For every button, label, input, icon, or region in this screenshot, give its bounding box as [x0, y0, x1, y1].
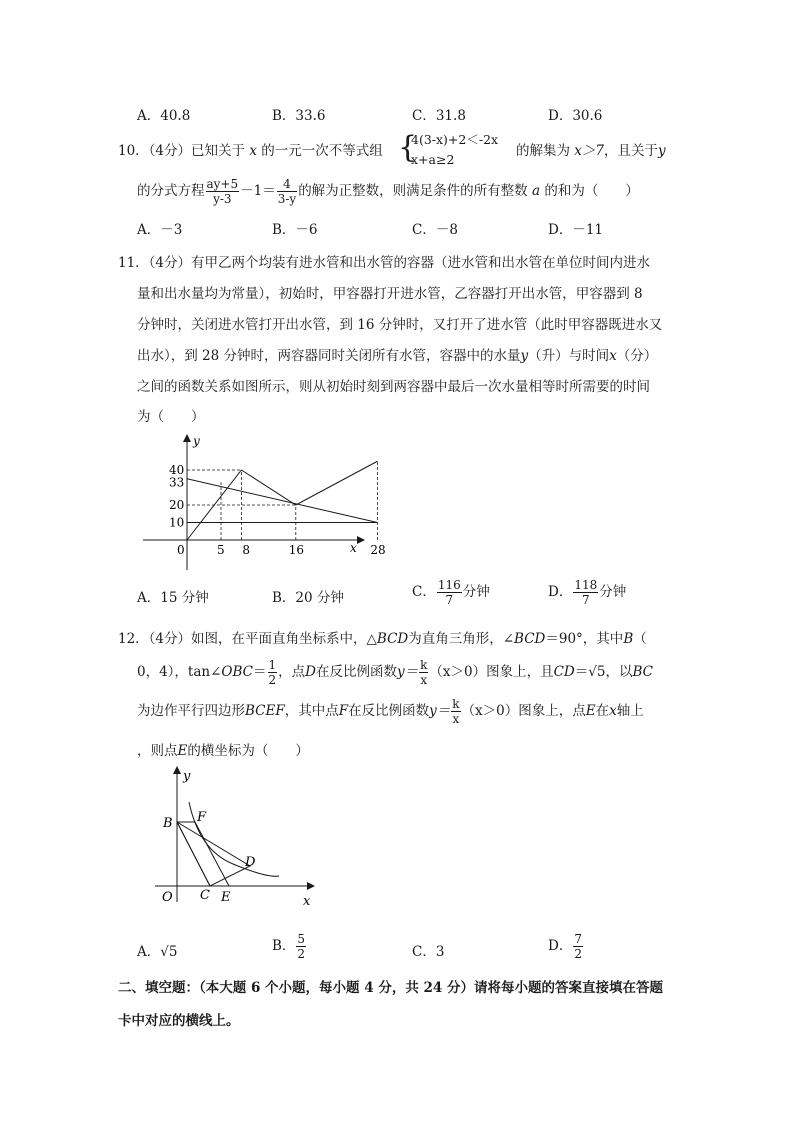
q10-line1-end: 的解集为 x＞7，且关于y — [516, 143, 666, 159]
q12-line2: 0，4），tan∠OBC＝ $\frac{1}{2}$ ，点D在反比例函数y＝ $\frac{k}{x}$ （x＞0）图象上，且CD＝√5，以BC — [137, 658, 653, 687]
q12-line1: 12．（4分）如图，在平面直角坐标系中，△BCD为直角三角形，∠BCD＝90°，其中B（ — [118, 631, 647, 647]
q12-line4: ，则点E的横坐标为（ ） — [137, 743, 309, 759]
q11-x-tick-label: 16 — [288, 543, 305, 557]
q11-option-d: D． $\frac{118}{7}$ 分钟 — [548, 578, 627, 607]
q11-x-tick-label: 28 — [370, 543, 386, 557]
q10-brace: { — [398, 130, 418, 165]
q11-line3: 分钟时，关闭进水管打开出水管，到 16 分钟时，又打开了进水管（此时甲容器既进水又 — [137, 317, 663, 333]
q10-frac1: $\frac{ay+5}{y-3}$ — [206, 177, 239, 206]
q11-x-axis-label: x — [350, 541, 357, 555]
q10-line2: 的分式方程 $\frac{ay+5}{y-3}$ －1＝ $\frac{4}{3-y}$ 的解为正整数，则满足条件的所有整数 a 的和为（ ） — [137, 177, 639, 206]
q10-option-a: A．－3 — [137, 222, 183, 238]
q9-option-b: B．33.6 — [272, 108, 326, 124]
q12-option-d: D． $\frac{7}{2}$ — [548, 932, 582, 961]
q11-option-b: B．20 分钟 — [272, 590, 344, 606]
q10-ineq2: x+a≥2 — [411, 152, 455, 167]
q10-option-c: C．－8 — [412, 222, 458, 238]
q12-label-y: y — [183, 769, 191, 784]
q12-label-c: C — [200, 888, 210, 903]
q11-y-tick-label: 33 — [169, 475, 185, 490]
q11-line5: 之间的函数关系如图所示，则从初始时刻到两容器中最后一次水量相等时所需要的时间 — [137, 379, 650, 395]
q10-line1: 10．（4分）已知关于 x 的一元一次不等式组 — [118, 143, 383, 159]
q12-label-b: B — [163, 816, 173, 831]
q12-label-o: O — [162, 890, 173, 905]
section2-heading: 二、填空题：（本大题 6 个小题，每小题 4 分，共 24 分）请将每小题的答案直接填在答题 — [118, 980, 664, 996]
q11-x-tick-label: 8 — [242, 543, 251, 557]
q11-line1: 11．（4分）有甲乙两个均装有进水管和出水管的容器（进水管和出水管在单位时间内进水 — [118, 255, 651, 271]
q10-ineq1: 4(3-x)+2＜-2x — [411, 132, 499, 147]
q9-option-a: A．40.8 — [137, 108, 191, 124]
q11-y-tick-label: 20 — [169, 498, 185, 512]
q12-label-x: x — [303, 894, 311, 909]
q12-option-b: B． $\frac{5}{2}$ — [272, 932, 306, 961]
q12-label-f: F — [197, 810, 207, 825]
q11-x-tick-label: 5 — [217, 543, 225, 557]
q12-parallelogram-bcef — [177, 822, 229, 886]
q10-option-b: B．－6 — [272, 222, 318, 238]
q12-figure — [155, 762, 325, 912]
q12-triangle-bcd — [177, 822, 250, 886]
q11-series-yi — [187, 479, 377, 523]
q10-frac2: $\frac{4}{3-y}$ — [277, 177, 297, 206]
q12-label-e: E — [221, 890, 231, 905]
q12-option-c: C．3 — [412, 944, 445, 960]
q12-option-a: A．√5 — [137, 944, 178, 960]
q11-option-c: C． $\frac{116}{7}$ 分钟 — [412, 578, 490, 607]
q11-y-tick-label: 40 — [169, 463, 185, 477]
q11-chart — [135, 430, 386, 575]
q10-option-d: D．－11 — [548, 222, 604, 238]
q11-origin-label: 0 — [177, 543, 185, 557]
q11-line6: 为（ ） — [137, 409, 205, 425]
section2-heading-line2: 卡中对应的横线上。 — [118, 1013, 240, 1029]
q11-line4: 出水），到 28 分钟时，两容器同时关闭所有水管，容器中的水量y（升）与时间x（分） — [137, 348, 658, 364]
q11-line2: 量和出水量均为常量），初始时，甲容器打开进水管，乙容器打开出水管，甲容器到 8 — [137, 286, 643, 302]
q12-label-d: D — [245, 855, 256, 870]
q11-option-a: A．15 分钟 — [137, 590, 209, 606]
q9-option-c: C．31.8 — [412, 108, 466, 124]
q11-y-tick-label: 10 — [169, 515, 185, 530]
q11-y-axis-label: y — [193, 434, 200, 448]
q9-option-d: D．30.6 — [548, 108, 603, 124]
q12-line3: 为边作平行四边形BCEF，其中点F在反比例函数y＝ $\frac{k}{x}$ （x＞0）图象上，点E在x轴上 — [137, 697, 644, 726]
